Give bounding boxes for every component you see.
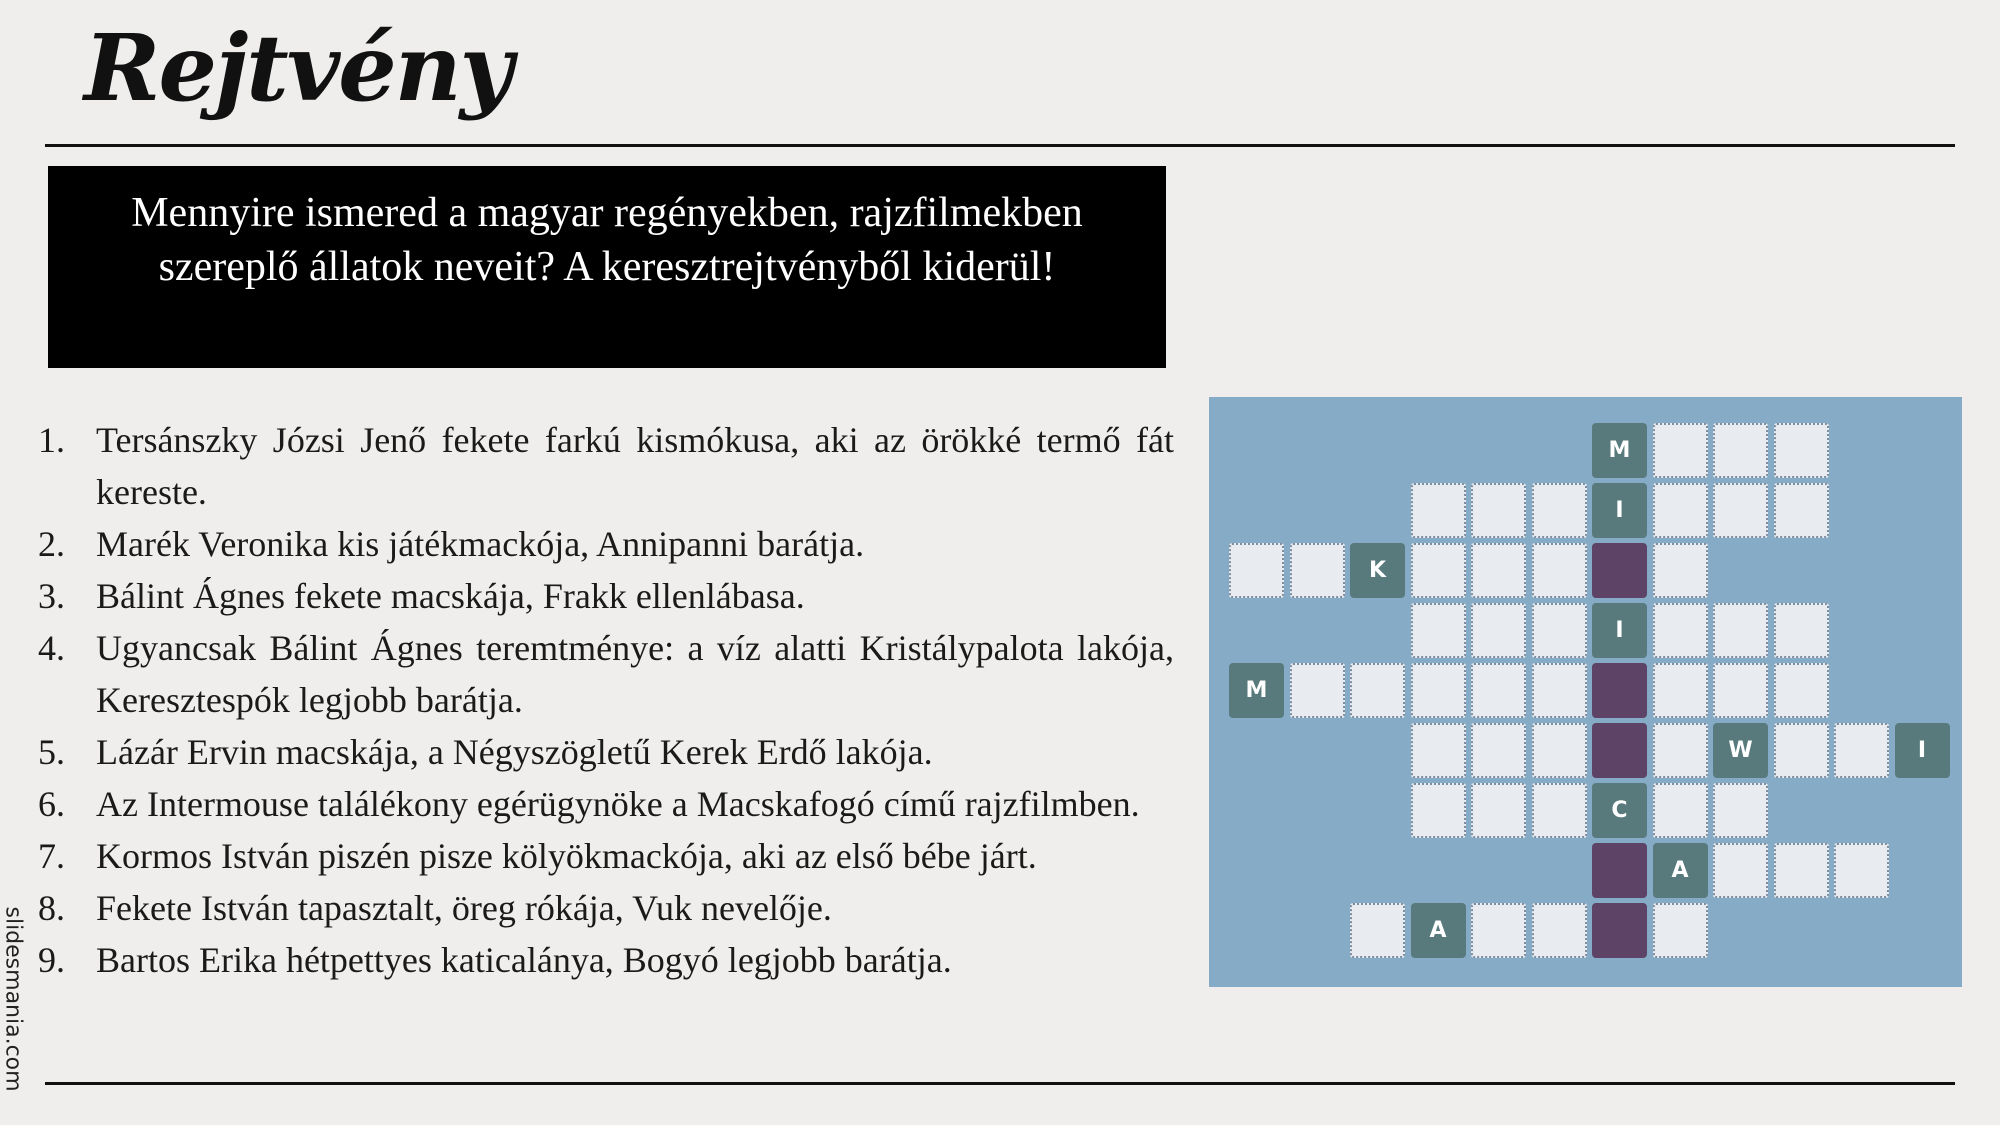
crossword-cell[interactable] bbox=[1774, 843, 1829, 898]
clue-text: Az Intermouse találékony egérügynöke a Macskafogó című rajzfilmben. bbox=[96, 784, 1140, 824]
clue-item bbox=[30, 934, 1174, 986]
crossword-cell[interactable] bbox=[1653, 483, 1708, 538]
clue-item bbox=[30, 778, 1174, 830]
crossword-cell[interactable] bbox=[1653, 543, 1708, 598]
crossword-cell[interactable] bbox=[1774, 723, 1829, 778]
crossword-solution-cell[interactable] bbox=[1592, 663, 1647, 718]
clue-item bbox=[30, 726, 1174, 778]
watermark: slidesmania.com bbox=[0, 906, 26, 1092]
crossword-given-cell[interactable]: C bbox=[1592, 783, 1647, 838]
crossword-given-cell[interactable]: K bbox=[1350, 543, 1405, 598]
crossword-cell[interactable] bbox=[1532, 543, 1587, 598]
crossword-cell[interactable] bbox=[1774, 483, 1829, 538]
crossword-cell[interactable] bbox=[1834, 723, 1889, 778]
crossword-given-cell[interactable]: A bbox=[1653, 843, 1708, 898]
crossword-cell[interactable] bbox=[1290, 663, 1345, 718]
clue-item bbox=[30, 882, 1174, 934]
crossword-cell[interactable] bbox=[1290, 543, 1345, 598]
crossword-cell[interactable] bbox=[1774, 603, 1829, 658]
crossword-cell[interactable] bbox=[1471, 603, 1526, 658]
crossword-cell[interactable] bbox=[1713, 603, 1768, 658]
clue-text: Fekete István tapasztalt, öreg rókája, Vuk nevelője. bbox=[96, 888, 832, 928]
crossword-cell[interactable] bbox=[1653, 903, 1708, 958]
clue-text: Kormos István piszén pisze kölyökmackója, aki az első bébe járt. bbox=[96, 836, 1037, 876]
crossword-cell[interactable] bbox=[1532, 783, 1587, 838]
crossword-solution-cell[interactable] bbox=[1592, 903, 1647, 958]
clue-list bbox=[30, 414, 1174, 986]
page-title: Rejtvény bbox=[84, 14, 512, 122]
clue-text: Marék Veronika kis játékmackója, Annipanni barátja. bbox=[96, 524, 865, 564]
bottom-divider bbox=[45, 1082, 1955, 1085]
crossword-cell[interactable] bbox=[1713, 423, 1768, 478]
crossword-given-cell[interactable]: M bbox=[1592, 423, 1647, 478]
crossword-solution-cell[interactable] bbox=[1592, 843, 1647, 898]
crossword-given-cell[interactable]: A bbox=[1411, 903, 1466, 958]
crossword-cell[interactable] bbox=[1471, 903, 1526, 958]
crossword-cell[interactable] bbox=[1471, 783, 1526, 838]
crossword-cell[interactable] bbox=[1350, 903, 1405, 958]
crossword-cell[interactable] bbox=[1653, 723, 1708, 778]
crossword-cell[interactable] bbox=[1532, 483, 1587, 538]
crossword-cell[interactable] bbox=[1653, 663, 1708, 718]
clue-item bbox=[30, 414, 1174, 518]
crossword-cell[interactable] bbox=[1713, 843, 1768, 898]
crossword-cell[interactable] bbox=[1411, 603, 1466, 658]
crossword-cell[interactable] bbox=[1653, 603, 1708, 658]
clue-number: 3. bbox=[38, 576, 65, 616]
clue-item bbox=[30, 570, 1174, 622]
crossword-given-cell[interactable]: I bbox=[1592, 483, 1647, 538]
crossword-cell[interactable] bbox=[1532, 663, 1587, 718]
clue-text: Lázár Ervin macskája, a Négyszögletű Kerek Erdő lakója. bbox=[96, 732, 933, 772]
intro-text: Mennyire ismered a magyar regényekben, rajzfilmekben szereplő állatok neveit? A keresztrejtvényből kiderül! bbox=[131, 190, 1083, 290]
crossword-given-cell[interactable]: I bbox=[1895, 723, 1950, 778]
intro-box bbox=[48, 166, 1166, 368]
crossword-grid bbox=[1209, 397, 1962, 987]
clue-text: Bálint Ágnes fekete macskája, Frakk ellenlábasa. bbox=[96, 576, 805, 616]
crossword-cell[interactable] bbox=[1471, 483, 1526, 538]
clue-text: Tersánszky Józsi Jenő fekete farkú kismókusa, aki az örökké termő fát kereste. bbox=[96, 420, 1174, 512]
crossword-cell[interactable] bbox=[1411, 663, 1466, 718]
clue-number: 4. bbox=[38, 628, 65, 668]
crossword-cell[interactable] bbox=[1411, 483, 1466, 538]
crossword-solution-cell[interactable] bbox=[1592, 543, 1647, 598]
clue-item bbox=[30, 830, 1174, 882]
clue-text: Bartos Erika hétpettyes katicalánya, Bogyó legjobb barátja. bbox=[96, 940, 952, 980]
crossword-cell[interactable] bbox=[1774, 663, 1829, 718]
crossword-cell[interactable] bbox=[1471, 543, 1526, 598]
clue-number: 2. bbox=[38, 524, 65, 564]
crossword-cell[interactable] bbox=[1834, 843, 1889, 898]
crossword-cell[interactable] bbox=[1532, 603, 1587, 658]
clue-number: 1. bbox=[38, 420, 65, 460]
clue-number: 6. bbox=[38, 784, 65, 824]
crossword-given-cell[interactable]: M bbox=[1229, 663, 1284, 718]
crossword-cell[interactable] bbox=[1532, 723, 1587, 778]
clue-number: 8. bbox=[38, 888, 65, 928]
crossword-cell[interactable] bbox=[1411, 543, 1466, 598]
top-divider bbox=[45, 144, 1955, 147]
clue-number: 9. bbox=[38, 940, 65, 980]
clue-item bbox=[30, 622, 1174, 726]
crossword-cell[interactable] bbox=[1411, 783, 1466, 838]
crossword-cell[interactable] bbox=[1713, 483, 1768, 538]
crossword-cell[interactable] bbox=[1653, 783, 1708, 838]
crossword-cell[interactable] bbox=[1411, 723, 1466, 778]
crossword-cell[interactable] bbox=[1471, 723, 1526, 778]
crossword-cell[interactable] bbox=[1471, 663, 1526, 718]
crossword-cell[interactable] bbox=[1774, 423, 1829, 478]
crossword-given-cell[interactable]: W bbox=[1713, 723, 1768, 778]
crossword-cell[interactable] bbox=[1229, 543, 1284, 598]
crossword-solution-cell[interactable] bbox=[1592, 723, 1647, 778]
clue-item bbox=[30, 518, 1174, 570]
crossword-cell[interactable] bbox=[1350, 663, 1405, 718]
clue-number: 7. bbox=[38, 836, 65, 876]
crossword-cell[interactable] bbox=[1532, 903, 1587, 958]
crossword-cell[interactable] bbox=[1713, 783, 1768, 838]
clue-number: 5. bbox=[38, 732, 65, 772]
crossword-given-cell[interactable]: I bbox=[1592, 603, 1647, 658]
crossword-cell[interactable] bbox=[1653, 423, 1708, 478]
clue-text: Ugyancsak Bálint Ágnes teremtménye: a víz alatti Kristálypalota lakója, Keresztespók legjobb barátja. bbox=[96, 628, 1174, 720]
crossword-cell[interactable] bbox=[1713, 663, 1768, 718]
